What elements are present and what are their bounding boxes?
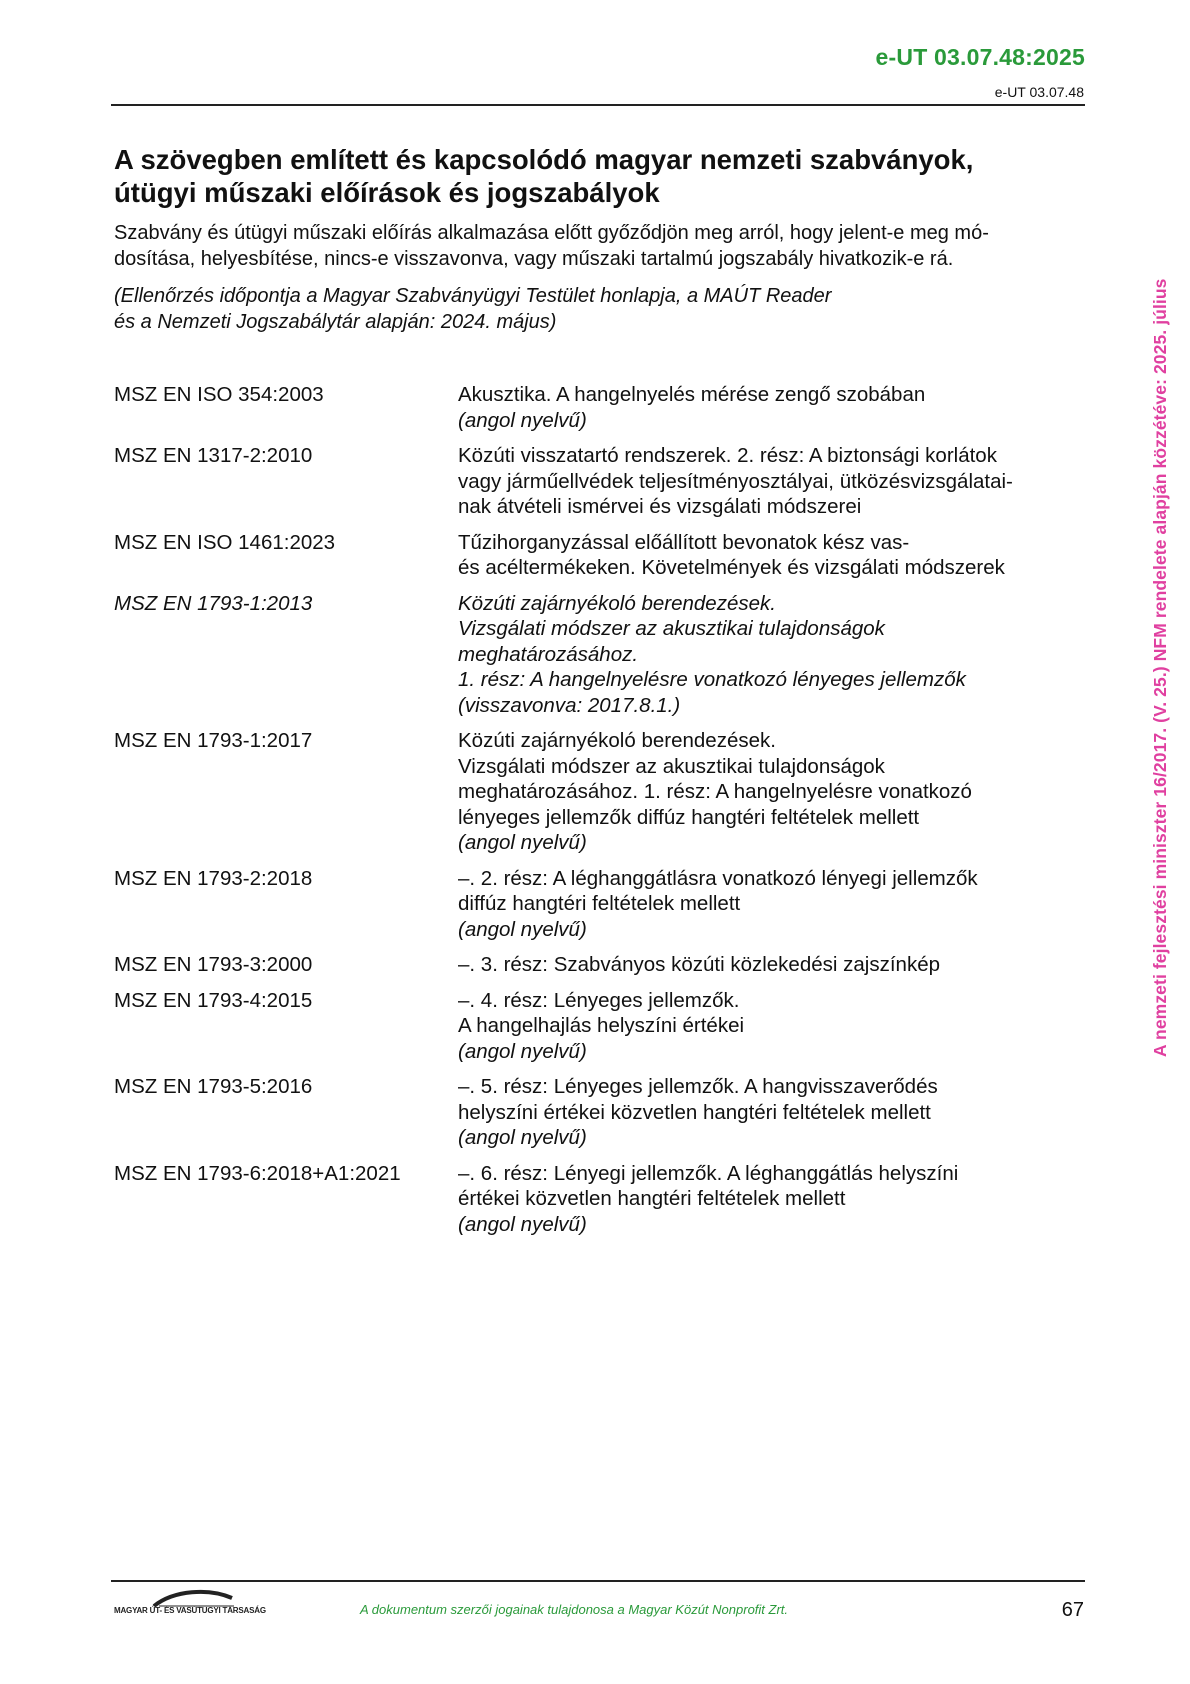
check-line-1: (Ellenőrzés időpontja a Magyar Szabványügyi Testület honlapja, a MAÚT Reader bbox=[114, 285, 832, 307]
check-date-note bbox=[114, 283, 1094, 335]
standard-code: MSZ EN 1793-1:2013 bbox=[114, 591, 313, 615]
standard-row bbox=[114, 1161, 1094, 1238]
intro-line-1: Szabvány és útügyi műszaki előírás alkalmazása előtt győződjön meg arról, hogy jelent-e meg mó- bbox=[114, 222, 989, 244]
standard-row bbox=[114, 1074, 1094, 1151]
standard-description bbox=[458, 591, 1094, 719]
standard-language: (angol nyelvű) bbox=[458, 831, 587, 854]
side-publication-note: A nemzeti fejlesztési miniszter 16/2017. (V. 25.) NFM rendelete alapján közzétéve: 2025. július bbox=[1150, 278, 1170, 1057]
standard-code: MSZ EN 1793-2:2018 bbox=[114, 866, 313, 890]
standard-description bbox=[458, 952, 1094, 978]
document-subcode: e-UT 03.07.48 bbox=[994, 84, 1084, 100]
standard-code: MSZ EN 1793-6:2018+A1:2021 bbox=[114, 1161, 401, 1185]
standard-description bbox=[458, 1161, 1094, 1238]
standard-description bbox=[458, 443, 1094, 520]
standard-desc-line: nak átvételi ismérvei és vizsgálati módszerei bbox=[458, 495, 862, 518]
standard-desc-line: Közúti visszatartó rendszerek. 2. rész: A biztonsági korlátok bbox=[458, 444, 997, 467]
standard-code: MSZ EN 1793-3:2000 bbox=[114, 953, 313, 976]
logo-text: MAGYAR ÚT- ÉS VASÚTÜGYI TÁRSASÁG bbox=[114, 1606, 266, 1615]
standard-desc-line: –. 5. rész: Lényeges jellemzők. A hangvisszaverődés bbox=[458, 1075, 938, 1098]
standard-description bbox=[458, 382, 1094, 433]
standard-row bbox=[114, 988, 1094, 1065]
standard-language: (angol nyelvű) bbox=[458, 1212, 587, 1236]
standard-desc-line: értékei közvetlen hangtéri feltételek mellett bbox=[458, 1187, 846, 1210]
copyright-notice: A dokumentum szerzői jogainak tulajdonosa a Magyar Közút Nonprofit Zrt. bbox=[360, 1602, 789, 1617]
standard-desc-line: Tűzihorganyzással előállított bevonatok kész vas- bbox=[458, 530, 910, 554]
standard-desc-line: A hangelhajlás helyszíni értékei bbox=[458, 1014, 745, 1037]
standard-desc-line: Akusztika. A hangelnyelés mérése zengő szobában bbox=[458, 383, 926, 406]
standard-withdrawn-note: (visszavonva: 2017.8.1.) bbox=[458, 693, 681, 717]
standard-code: MSZ EN ISO 354:2003 bbox=[114, 383, 324, 406]
standard-description bbox=[458, 1074, 1094, 1151]
title-line-1: A szövegben említett és kapcsolódó magyar nemzeti szabványok, bbox=[114, 144, 974, 175]
road-arc-logo-icon bbox=[114, 1586, 264, 1608]
standard-row bbox=[114, 382, 1094, 433]
standard-desc-line: és acéltermékeken. Követelmények és vizsgálati módszerek bbox=[458, 556, 1005, 579]
standard-desc-line: –. 6. rész: Lényegi jellemzők. A léghanggátlás helyszíni bbox=[458, 1161, 959, 1185]
standard-description bbox=[458, 988, 1094, 1065]
standard-code: MSZ EN 1793-4:2015 bbox=[114, 988, 313, 1012]
standard-code: MSZ EN 1793-5:2016 bbox=[114, 1075, 313, 1098]
header-divider bbox=[111, 104, 1085, 106]
standard-row bbox=[114, 952, 1094, 978]
intro-paragraph bbox=[114, 220, 1094, 272]
page-number: 67 bbox=[1061, 1599, 1084, 1621]
standard-desc-line: Vizsgálati módszer az akusztikai tulajdonságok bbox=[458, 617, 885, 640]
standard-description bbox=[458, 866, 1094, 943]
standard-desc-line: –. 2. rész: A léghanggátlásra vonatkozó lényegi jellemzők bbox=[458, 866, 978, 890]
title-line-2: útügyi műszaki előírások és jogszabályok bbox=[114, 177, 660, 208]
standard-desc-line: meghatározásához. bbox=[458, 642, 639, 666]
footer-divider bbox=[111, 1580, 1085, 1582]
standard-desc-line: Vizsgálati módszer az akusztikai tulajdonságok bbox=[458, 754, 885, 778]
standard-language: (angol nyelvű) bbox=[458, 1126, 587, 1149]
intro-line-2: dosítása, helyesbítése, nincs-e visszavonva, vagy műszaki tartalmú jogszabály hivatkozik-e rá. bbox=[114, 248, 954, 270]
standard-code: MSZ EN 1317-2:2010 bbox=[114, 444, 313, 467]
standard-desc-line: helyszíni értékei közvetlen hangtéri feltételek mellett bbox=[458, 1100, 931, 1124]
standard-row bbox=[114, 530, 1094, 581]
standard-row bbox=[114, 443, 1094, 520]
standard-code: MSZ EN ISO 1461:2023 bbox=[114, 530, 336, 554]
standard-row bbox=[114, 728, 1094, 856]
standard-language: (angol nyelvű) bbox=[458, 408, 587, 432]
standards-list bbox=[114, 382, 1094, 1237]
standard-desc-line: meghatározásához. 1. rész: A hangelnyelésre vonatkozó bbox=[458, 780, 972, 803]
check-line-2: és a Nemzeti Jogszabálytár alapján: 2024. május) bbox=[114, 311, 557, 333]
standard-desc-line: –. 4. rész: Lényeges jellemzők. bbox=[458, 988, 740, 1012]
standard-description bbox=[458, 530, 1094, 581]
standard-row-withdrawn bbox=[114, 591, 1094, 719]
standard-language: (angol nyelvű) bbox=[458, 1039, 587, 1063]
standard-description bbox=[458, 728, 1094, 856]
standard-code: MSZ EN 1793-1:2017 bbox=[114, 729, 313, 752]
standard-desc-line: 1. rész: A hangelnyelésre vonatkozó lényeges jellemzők bbox=[458, 668, 966, 691]
standard-desc-line: diffúz hangtéri feltételek mellett bbox=[458, 892, 741, 915]
standard-row bbox=[114, 866, 1094, 943]
society-logo bbox=[114, 1586, 264, 1620]
standard-desc-line: vagy járműellvédek teljesítményosztályai, ütközésvizsgálatai- bbox=[458, 469, 1013, 493]
document-code: e-UT 03.07.48:2025 bbox=[875, 44, 1085, 70]
page-title bbox=[114, 143, 1074, 209]
standard-language: (angol nyelvű) bbox=[458, 917, 587, 941]
standard-desc-line: Közúti zajárnyékoló berendezések. bbox=[458, 591, 776, 615]
standard-desc-line: –. 3. rész: Szabványos közúti közlekedési zajszínkép bbox=[458, 953, 940, 976]
standard-desc-line: lényeges jellemzők diffúz hangtéri feltételek mellett bbox=[458, 805, 920, 829]
standard-desc-line: Közúti zajárnyékoló berendezések. bbox=[458, 729, 776, 752]
